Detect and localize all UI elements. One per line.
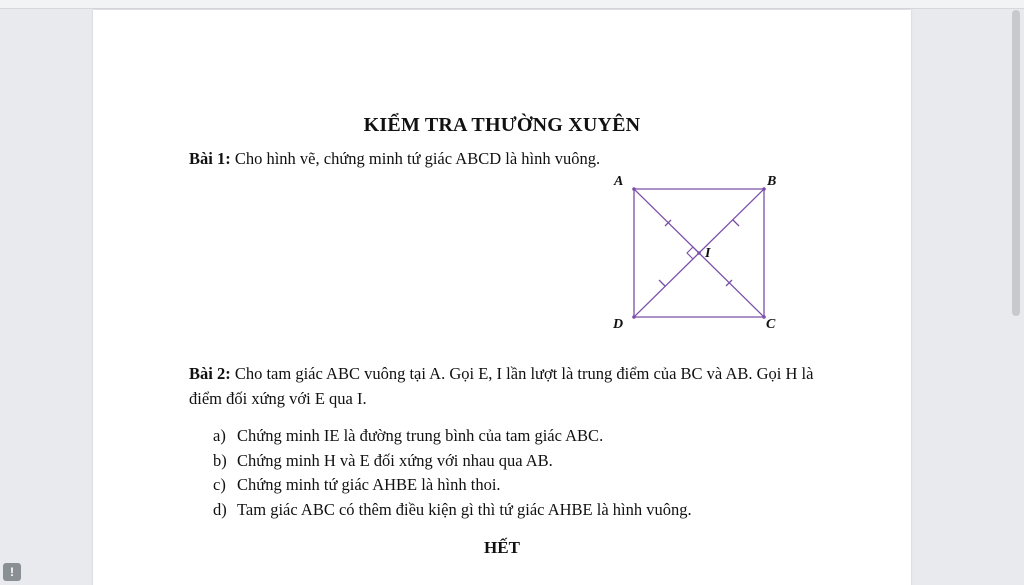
tick-bi [733, 220, 739, 226]
exercise-1-label: Bài 1: [189, 149, 231, 168]
feedback-button[interactable]: ! [3, 563, 21, 581]
exercise-2-item-c [213, 473, 692, 498]
point-d-dot [632, 315, 636, 319]
exercise-1 [189, 146, 609, 171]
item-marker: b) [213, 450, 227, 470]
exercise-2 [189, 361, 819, 411]
square-figure [605, 160, 805, 345]
exercise-2-items [213, 424, 692, 522]
item-marker: c) [213, 475, 226, 494]
point-b-dot [762, 187, 766, 191]
exercise-2-item-a [213, 424, 692, 449]
exercise-1-text: Cho hình vẽ, chứng minh tứ giác ABCD là hình vuông. [230, 149, 601, 168]
point-a-dot [632, 187, 636, 191]
item-marker: a) [213, 426, 226, 445]
point-i-dot [697, 251, 701, 255]
point-a-label: A [614, 174, 624, 189]
exercise-2-item-d [213, 498, 692, 523]
item-text: Chứng minh H và E đối xứng với nhau qua AB. [237, 450, 553, 470]
item-text: Chứng minh tứ giác AHBE là hình thoi. [237, 475, 501, 494]
tick-id [659, 280, 665, 286]
point-i-label: I [705, 246, 711, 261]
point-c-label: C [766, 317, 776, 332]
page-title: KIỂM TRA THƯỜNG XUYÊN [363, 114, 641, 136]
item-marker: d) [213, 499, 227, 519]
point-b-label: B [767, 174, 777, 189]
exercise-2-label: Bài 2: [189, 364, 231, 383]
exercise-2-text: Cho tam giác ABC vuông tại A. Gọi E, I lần lượt là trung điểm của BC và AB. Gọi H là điểm đối xứng với E qua I. [189, 364, 814, 408]
item-text: Chứng minh IE là đường trung bình của tam giác ABC. [237, 426, 604, 445]
item-text: Tam giác ABC có thêm điều kiện gì thì tứ giác AHBE là hình vuông. [237, 499, 692, 519]
vertical-scrollbar[interactable] [1012, 10, 1020, 316]
exercise-2-item-b [213, 449, 692, 474]
viewer-top-bar [0, 0, 1024, 9]
point-d-label: D [613, 317, 624, 332]
document-page [93, 10, 911, 585]
end-marker: HẾT [484, 538, 520, 557]
